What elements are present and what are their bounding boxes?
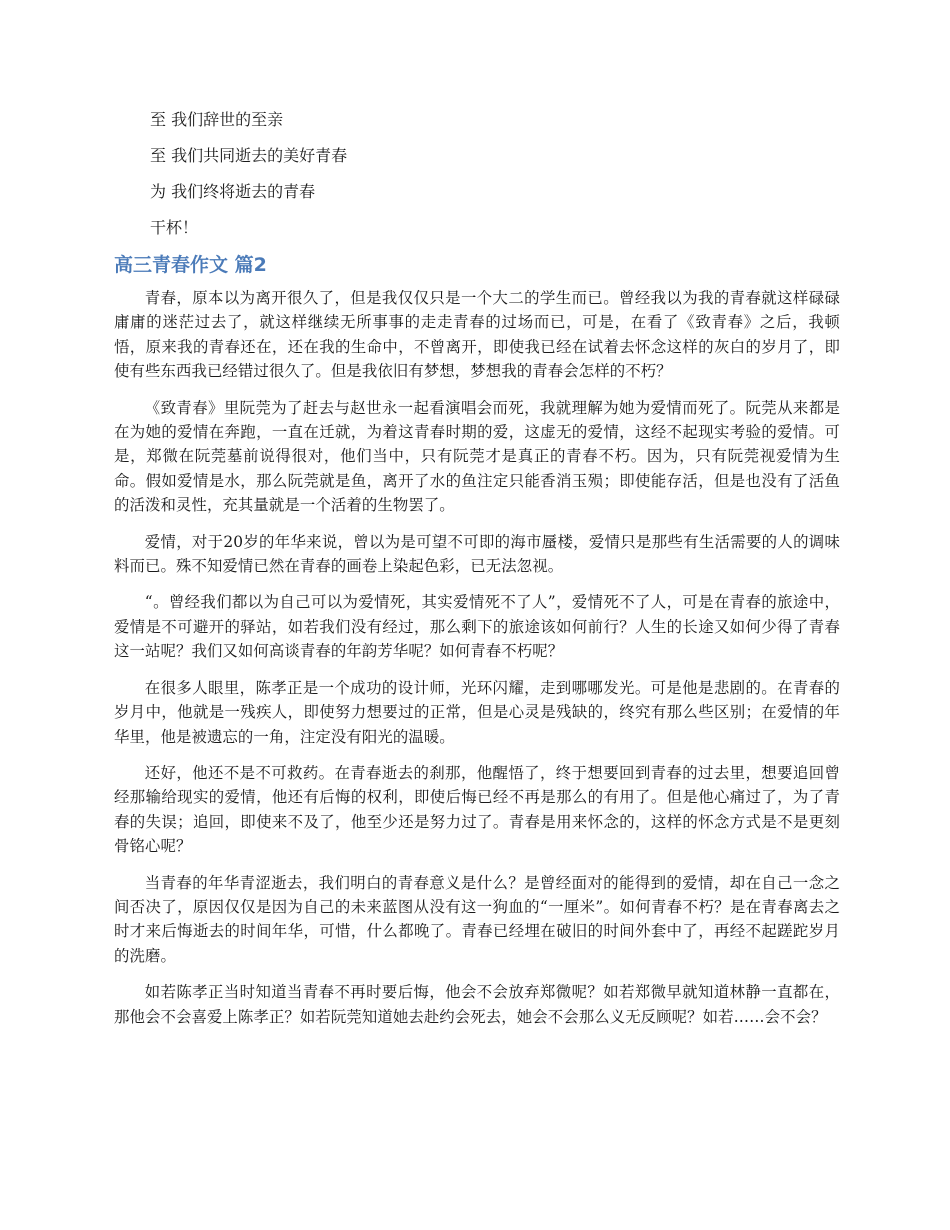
paragraph: 还好，他还不是不可救药。在青春逝去的刹那，他醒悟了，终于想要回到青春的过去里，想要追回曾经那输给现实的爱情，他还有后悔的权利，即使后悔已经不再是那么的有用了。但是他心痛过了，为了青春的失误；追回，即使来不及了，他至少还是努力过了。青春是用来怀念的，这样的怀念方式是不是更刻骨铭心呢？ [114,763,840,856]
paragraph: “。曾经我们都以为自己可以为爱情死，其实爱情死不了人”，爱情死不了人，可是在青春的旅途中，爱情是不可避开的驿站，如若我们没有经过，那么剩下的旅途该如何前行？人生的长途又如何少得了青春这一站呢？我们又如何高谈青春的年韵芳华呢？如何青春不朽呢？ [114,593,840,661]
paragraph: 当青春的年华青涩逝去，我们明白的青春意义是什么？是曾经面对的能得到的爱情，却在自己一念之间否决了，原因仅仅是因为自己的未来蓝图从没有这一狗血的“一厘米”。如何青春不朽？是在青春离去之时才来后悔逝去的时间年华，可惜，什么都晚了。青春已经埋在破旧的时间外套中了，再经不起蹉跎岁月的洗磨。 [114,873,840,965]
paragraph: 爱情，对于20岁的年华来说，曾以为是可望不可即的海市蜃楼，爱情只是那些有生活需要的人的调味料而已。殊不知爱情已然在青春的画卷上染起色彩，已无法忽视。 [114,532,840,576]
dedication-line: 为 我们终将逝去的青春 [150,182,316,201]
section-heading: 高三青春作文 篇2 [114,254,267,276]
dedication-line: 至 我们共同逝去的美好青春 [150,146,348,165]
dedication-line: 干杯！ [150,218,199,237]
paragraph: 如若陈孝正当时知道当青春不再时要后悔，他会不会放弃郑微呢？如若郑微早就知道林静一直都在，那他会不会喜爱上陈孝正？如若阮莞知道她去赴约会死去，她会不会那么义无反顾呢？如若……会不会？ [114,983,840,1026]
dedication-line: 至 我们辞世的至亲 [150,110,284,129]
paragraph: 青春，原本以为离开很久了，但是我仅仅只是一个大二的学生而已。曾经我以为我的青春就这样碌碌庸庸的迷茫过去了，就这样继续无所事事的走走青春的过场而已，可是，在看了《致青春》之后，我顿悟，原来我的青春还在，还在我的生命中，不曾离开，即使我已经在试着去怀念这样的灰白的岁月了，即使有些东西我已经错过很久了。但是我依旧有梦想，梦想我的青春会怎样的不朽？ [114,289,840,381]
dedication-list [114,108,840,240]
paragraph: 在很多人眼里，陈孝正是一个成功的设计师，光环闪耀，走到哪哪发光。可是他是悲剧的。在青春的岁月中，他就是一残疾人，即使努力想要过的正常，但是心灵是残缺的，终究有那么些区别；在爱情的年华里，他是被遗忘的一角，注定没有阳光的温暖。 [114,678,840,746]
document-page [114,108,840,1041]
paragraph: 《致青春》里阮莞为了赶去与赵世永一起看演唱会而死，我就理解为她为爱情而死了。阮莞从来都是在为她的爱情在奔跑，一直在迁就，为着这青春时期的爱，这虚无的爱情，这经不起现实考验的爱情。可是，郑微在阮莞墓前说得很对，他们当中，只有阮莞才是真正的青春不朽。因为，只有阮莞视爱情为生命。假如爱情是水，那么阮莞就是鱼，离开了水的鱼注定只能香消玉殒；即使能存活，但是也没有了活鱼的活泼和灵性，充其量就是一个活着的生物罢了。 [114,398,840,515]
